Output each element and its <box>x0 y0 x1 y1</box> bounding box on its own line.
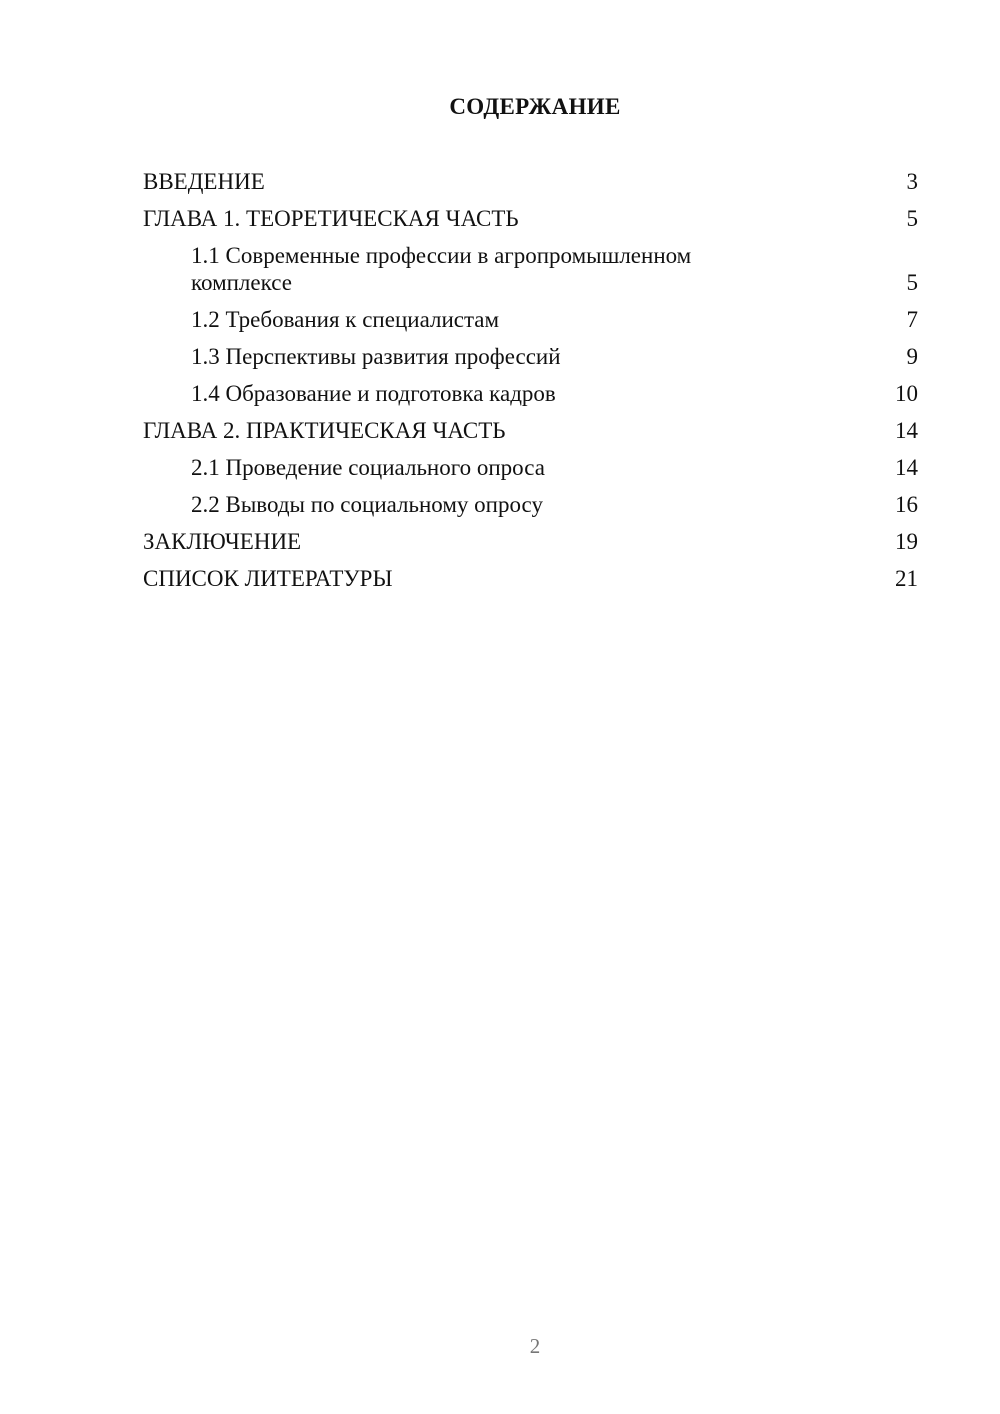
toc-entry-text: СПИСОК ЛИТЕРАТУРЫ <box>143 566 393 591</box>
toc-entry-introduction[interactable] <box>143 168 918 195</box>
toc-entry-section-1-1[interactable] <box>143 242 918 296</box>
toc-entry-text: ЗАКЛЮЧЕНИЕ <box>143 529 302 554</box>
toc-entry-text: ГЛАВА 2. ПРАКТИЧЕСКАЯ ЧАСТЬ <box>143 418 506 443</box>
toc-entry-text: ГЛАВА 1. ТЕОРЕТИЧЕСКАЯ ЧАСТЬ <box>143 206 519 231</box>
toc-spacer <box>143 481 918 491</box>
toc-entry-text: 2.2 Выводы по социальному опросу <box>191 492 543 517</box>
toc-entry-page: 21 <box>895 566 918 591</box>
toc-entry-chapter-2[interactable] <box>143 417 918 444</box>
toc-spacer <box>143 195 918 205</box>
toc-entry-section-2-1[interactable] <box>143 454 918 481</box>
toc-entry-page: 19 <box>895 529 918 554</box>
toc-entry-text: ВВЕДЕНИЕ <box>143 169 265 194</box>
toc-spacer <box>143 333 918 343</box>
toc-entry-text: 2.1 Проведение социального опроса <box>191 455 545 480</box>
toc-entry-text: 1.4 Образование и подготовка кадров <box>191 381 556 406</box>
page-title: СОДЕРЖАНИЕ <box>449 94 621 119</box>
toc-entry-chapter-1[interactable] <box>143 205 918 232</box>
toc-spacer <box>143 555 918 565</box>
toc-entry-page: 7 <box>906 307 918 332</box>
toc-entry-conclusion[interactable] <box>143 528 918 555</box>
toc-entry-page: 14 <box>895 418 918 443</box>
table-of-contents <box>143 168 918 592</box>
toc-entry-section-2-2[interactable] <box>143 491 918 518</box>
toc-spacer <box>143 370 918 380</box>
toc-entry-references[interactable] <box>143 565 918 592</box>
toc-entry-page: 10 <box>895 381 918 406</box>
toc-entry-text: 1.3 Перспективы развития профессий <box>191 344 561 369</box>
toc-entry-page: 16 <box>895 492 918 517</box>
toc-spacer <box>143 518 918 528</box>
toc-spacer <box>143 232 918 242</box>
toc-entry-section-1-2[interactable] <box>143 306 918 333</box>
toc-entry-page: 14 <box>895 455 918 480</box>
toc-entry-text: 1.2 Требования к специалистам <box>191 307 500 332</box>
toc-entry-text: 1.1 Современные профессии в агропромышленном комплексе <box>191 243 692 295</box>
toc-entry-page: 3 <box>906 169 918 194</box>
toc-entry-page: 5 <box>906 206 918 231</box>
page-number: 2 <box>529 1334 541 1358</box>
toc-entry-section-1-4[interactable] <box>143 380 918 407</box>
toc-entry-page: 9 <box>906 344 918 369</box>
toc-entry-section-1-3[interactable] <box>143 343 918 370</box>
toc-spacer <box>143 296 918 306</box>
toc-entry-page: 5 <box>906 270 918 295</box>
toc-spacer <box>143 444 918 454</box>
toc-spacer <box>143 407 918 417</box>
